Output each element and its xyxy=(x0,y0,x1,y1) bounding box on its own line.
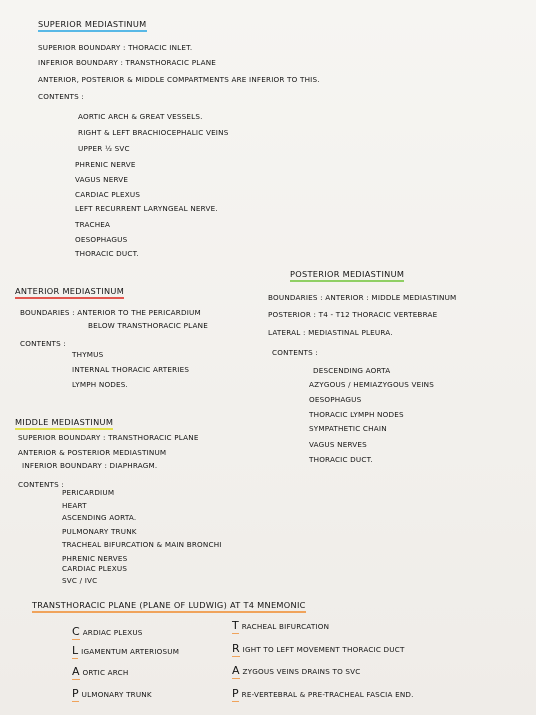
anterior-title: ANTERIOR MEDIASTINUM xyxy=(15,287,124,299)
posterior-content-item: DESCENDING AORTA xyxy=(313,366,391,375)
middle-contents-label: CONTENTS : xyxy=(18,480,65,489)
middle-content-item: HEART xyxy=(62,501,87,510)
posterior-boundary-1: BOUNDARIES : ANTERIOR : MIDDLE MEDIASTINUM xyxy=(268,293,457,302)
anterior-content-item: LYMPH NODES. xyxy=(72,380,129,389)
superior-content-item: AORTIC ARCH & GREAT VESSELS. xyxy=(78,112,203,121)
mnemonic-right-item xyxy=(232,643,405,654)
mnemonic-title: TRANSTHORACIC PLANE (PLANE OF LUDWIG) AT T4 MNEMONIC xyxy=(32,601,306,613)
superior-content-item: RIGHT & LEFT BRACHIOCEPHALIC VEINS xyxy=(78,128,229,137)
mnemonic-letter: P xyxy=(72,687,79,700)
mnemonic-right-item xyxy=(232,665,361,676)
middle-content-item: TRACHEAL BIFURCATION & MAIN BRONCHI xyxy=(62,540,222,549)
posterior-content-item: SYMPATHETIC CHAIN xyxy=(309,424,387,433)
mnemonic-rest: IGAMENTUM ARTERIOSUM xyxy=(81,647,180,656)
mnemonic-letter: C xyxy=(72,625,80,638)
posterior-content-item: THORACIC LYMPH NODES xyxy=(309,410,404,419)
middle-content-item: SVC / IVC xyxy=(62,576,98,585)
mnemonic-rest: ORTIC ARCH xyxy=(82,668,129,677)
middle-content-item: PHRENIC NERVES xyxy=(62,554,128,563)
posterior-content-item: AZYGOUS / HEMIAZYGOUS VEINS xyxy=(309,380,435,389)
posterior-content-item: OESOPHAGUS xyxy=(309,395,362,404)
mnemonic-letter: P xyxy=(232,687,239,700)
middle-content-item: PERICARDIUM xyxy=(62,488,115,497)
mnemonic-rest: RACHEAL BIFURCATION xyxy=(241,622,330,631)
mnemonic-rest: ARDIAC PLEXUS xyxy=(82,628,143,637)
mnemonic-left-item xyxy=(72,688,152,699)
mnemonic-right-item xyxy=(232,620,329,631)
middle-boundary-1: SUPERIOR BOUNDARY : TRANSTHORACIC PLANE xyxy=(18,433,199,442)
superior-content-item: PHRENIC NERVE xyxy=(75,160,136,169)
mnemonic-right-item xyxy=(232,688,414,699)
mnemonic-letter: L xyxy=(72,644,79,657)
superior-title: SUPERIOR MEDIASTINUM xyxy=(38,20,147,32)
middle-content-item: PULMONARY TRUNK xyxy=(62,527,137,536)
superior-content-item: UPPER ½ SVC xyxy=(78,144,130,153)
anterior-boundary-1: BOUNDARIES : ANTERIOR TO THE PERICARDIUM xyxy=(20,308,201,317)
mnemonic-left-item xyxy=(72,626,143,637)
mnemonic-rest: RE-VERTEBRAL & PRE-TRACHEAL FASCIA END. xyxy=(241,690,414,699)
superior-content-item: VAGUS NERVE xyxy=(75,175,129,184)
anterior-contents-label: CONTENTS : xyxy=(20,339,67,348)
posterior-title: POSTERIOR MEDIASTINUM xyxy=(290,270,404,282)
superior-content-item: OESOPHAGUS xyxy=(75,235,128,244)
anterior-content-item: THYMUS xyxy=(72,350,104,359)
anterior-content-item: INTERNAL THORACIC ARTERIES xyxy=(72,365,190,374)
superior-content-item: LEFT RECURRENT LARYNGEAL NERVE. xyxy=(75,204,218,213)
posterior-content-item: VAGUS NERVES xyxy=(309,440,367,449)
superior-content-item: CARDIAC PLEXUS xyxy=(75,190,141,199)
superior-contents-label: CONTENTS : xyxy=(38,92,85,101)
superior-boundary-2: INFERIOR BOUNDARY : TRANSTHORACIC PLANE xyxy=(38,58,217,67)
anterior-boundary-2: BELOW TRANSTHORACIC PLANE xyxy=(88,321,208,330)
mnemonic-rest: ULMONARY TRUNK xyxy=(81,690,152,699)
mnemonic-left-item xyxy=(72,645,179,656)
superior-boundary-1: SUPERIOR BOUNDARY : THORACIC INLET. xyxy=(38,43,193,52)
posterior-boundary-3: LATERAL : MEDIASTINAL PLEURA. xyxy=(268,328,393,337)
superior-boundary-3: ANTERIOR, POSTERIOR & MIDDLE COMPARTMENTS ARE INFERIOR TO THIS. xyxy=(38,75,320,84)
posterior-boundary-2: POSTERIOR : T4 - T12 THORACIC VERTEBRAE xyxy=(268,310,438,319)
mnemonic-letter: A xyxy=(232,664,240,677)
mnemonic-letter: T xyxy=(232,619,239,632)
superior-content-item: TRACHEA xyxy=(75,220,111,229)
middle-boundary-3: INFERIOR BOUNDARY : DIAPHRAGM. xyxy=(22,461,158,470)
middle-content-item: ASCENDING AORTA. xyxy=(62,513,137,522)
middle-boundary-2: ANTERIOR & POSTERIOR MEDIASTINUM xyxy=(18,448,167,457)
mnemonic-left-item xyxy=(72,666,128,677)
mnemonic-rest: IGHT TO LEFT MOVEMENT THORACIC DUCT xyxy=(242,645,405,654)
mnemonic-rest: ZYGOUS VEINS DRAINS TO SVC xyxy=(242,667,361,676)
posterior-content-item: THORACIC DUCT. xyxy=(309,455,373,464)
mnemonic-letter: R xyxy=(232,642,240,655)
superior-content-item: THORACIC DUCT. xyxy=(75,249,139,258)
middle-content-item: CARDIAC PLEXUS xyxy=(62,564,128,573)
mnemonic-letter: A xyxy=(72,665,80,678)
posterior-contents-label: CONTENTS : xyxy=(272,348,319,357)
middle-title: MIDDLE MEDIASTINUM xyxy=(15,418,113,430)
